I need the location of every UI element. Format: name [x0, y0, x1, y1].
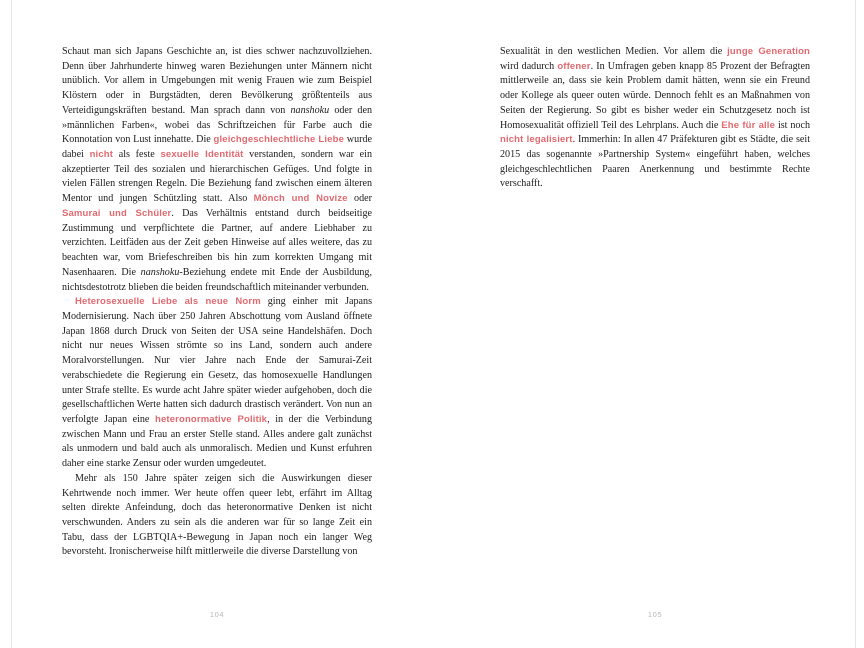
highlighted-phrase: heteronormative Politik — [155, 413, 268, 425]
highlighted-phrase: junge Generation — [727, 46, 810, 57]
highlighted-phrase: Heterosexuelle Liebe als neue Norm — [75, 296, 261, 308]
page-number-left: 104 — [209, 610, 225, 619]
body-text: Mehr als 150 Jahre später zeigen sich die Auswirkungen dieser Kehrtwende noch immer. Wer heute offen queer lebt, erfährt im Alltag selten direkte Anfeindung, doch das heteronormative Denken ist nicht verschwunden. Anders zu sein als die anderen war für so lange Zeit ein Tabu, dass der LGBTQIA+-Bewegung in Japan noch ein langer Weg bevorsteht. Ironischerweise hilft mittlerweile die diverse Darstellung von — [62, 472, 372, 558]
text-column-right — [500, 45, 810, 192]
italic-term: nanshoku — [140, 266, 180, 278]
text-column-left — [62, 45, 372, 560]
body-text: Schaut man sich Japans Geschichte an, ist dies schwer nachzuvollziehen. Denn über Jahrhunderte hinweg waren Beziehungen unter Männern nicht unüblich. Vor allem in Umgebungen mit wenig Frauen wie zum Beispiel Klöstern oder in Burgstädten, deren Bevölkerung größtenteils aus Verteidigungskräften bestand. Man sprach dann von — [62, 46, 372, 116]
body-text: wird dadurch — [500, 60, 558, 72]
body-text: wurde dabei — [62, 134, 372, 161]
highlighted-phrase: Samurai und Schüler — [62, 207, 172, 219]
body-text: Sexualität in den westlichen Medien. Vor allem die — [500, 46, 728, 57]
body-text: . Das Verhältnis entstand durch beidseitige Zustimmung und verpflichtete die Partner, auf andere Liebhaber zu verzichten. Leitfäden aus der Zeit geben Hinweise auf alles weitere, das zu beachten war, vom Briefeschreiben bis hin zum korrekten Umgang mit Nasenhaaren. Die — [62, 207, 372, 278]
highlighted-phrase: Ehe für alle — [721, 119, 776, 131]
paragraph — [62, 45, 372, 295]
body-text: als feste — [113, 149, 161, 161]
highlighted-phrase: nicht — [89, 149, 114, 161]
page-edge-rule-right — [855, 0, 856, 648]
body-text: . Immerhin: In allen 47 Präfekturen gibt es Städte, die seit 2015 das sogenannte »Partnership System« eingeführt haben, welches gleichgeschlechtlichen Paaren Anerkennung und bestimmte Rechte verschafft. — [500, 134, 810, 190]
highlighted-phrase: gleichgeschlechtliche Liebe — [213, 134, 344, 146]
highlighted-phrase: Mönch und Novize — [253, 193, 348, 205]
paragraph — [62, 472, 372, 560]
body-text: -Beziehung endete mit Ende der Ausbildung, nichtsdestotrotz blieben die beiden freundschaftlich miteinander verbunden. — [62, 266, 372, 293]
italic-term: nanshoku — [290, 104, 330, 116]
highlighted-phrase: offener — [557, 60, 591, 72]
paragraph — [500, 45, 810, 192]
body-text: , in der die Verbindung zwischen Mann und Frau an erster Stelle stand. Alles andere galt zunächst als unmodern und bald auch als unmoralisch. Medien und Kunst erfuhren daher eine starke Zensur oder wurden umgedeutet. — [62, 413, 373, 470]
body-text: oder den »männlichen Farben«, wobei das Schriftzeichen für Farbe auch die Konnotation von Lust innehatte. Die — [62, 104, 372, 146]
body-text: oder — [347, 193, 372, 205]
paragraph — [62, 295, 372, 472]
body-text: ging einher mit Japans Modernisierung. Nach über 250 Jahren Abschottung vom Ausland öffnete Japan 1868 durch Druck von Seiten der USA seine Handelshäfen. Doch nicht nur neues Wissen strömte so ins Land, sondern auch andere Moralvorstellungen. Nur vier Jahre nach Ende der Samurai-Zeit verabschiedete die Regierung ein Gesetz, das homosexuelle Handlungen unter Strafe stellte. Es wurde acht Jahre später wieder aufgehoben, doch die gesellschaftlichen Werte hatten sich dadurch drastisch verändert. Von nun an verfolgte Japan eine — [62, 296, 372, 425]
body-text: . In Umfragen geben knapp 85 Prozent der Befragten mittlerweile an, dass sie kein Problem damit hätten, wenn sie ein Freund oder Kollege als queer outen würde. Dennoch fehlt es an Maßnahmen von Seiten der Regierung. So gibt es bisher weder ein Schutzgesetz noch ist Homosexualität offiziell Teil des Lehrplans. Auch die — [500, 60, 810, 131]
highlighted-phrase: nicht legalisiert — [500, 134, 573, 146]
page-number-right: 105 — [647, 610, 663, 619]
page-right — [432, 0, 855, 648]
highlighted-phrase: sexuelle Identität — [160, 149, 244, 161]
body-text: verstanden, sondern war ein akzeptierter Teil des sozialen und hierarchischen Gefüges. Und folgte in vielen Fällen strengen Regeln. Die Beziehung fand zwischen einem älteren Mentor und jungen Schützling statt. Also — [62, 149, 372, 205]
body-text: ist noch — [775, 119, 810, 131]
page-left — [12, 0, 432, 648]
